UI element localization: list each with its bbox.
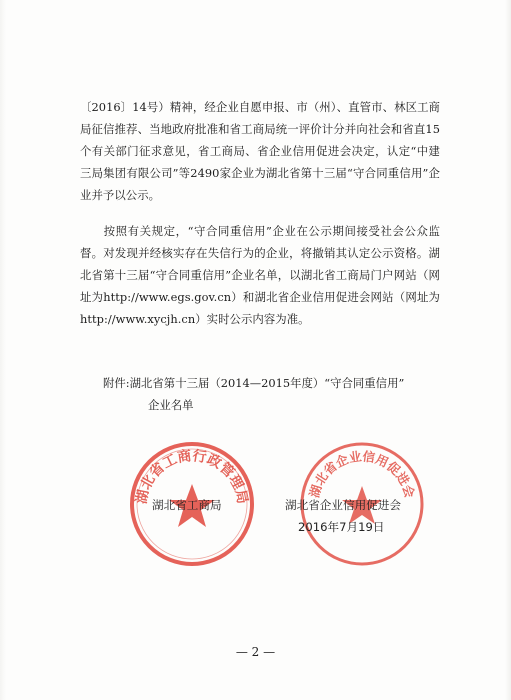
signature-aic: 湖北省工商局 bbox=[152, 498, 222, 512]
seal-2-text: 湖北省企业信用促进会 bbox=[306, 448, 418, 500]
signature-date: 2016年7月19日 bbox=[298, 520, 385, 534]
body-paragraph-1: 〔2016〕14号）精神，经企业自愿申报、市（州）、直管市、林区工商局征信推荐、当地政府批准和省工商局统一评价计分并向社会和省直15个有关部门征求意见，省工商局、省企业信用促进会决定，认定“中建三局集团有限公司”等2490家企业为湖北省第十三届“守合同重信用”企业并予以公示。 bbox=[80, 100, 440, 202]
body-paragraph-2 bbox=[80, 220, 440, 330]
page-number: — 2 — bbox=[235, 645, 276, 659]
body-paragraph-2-text: 按照有关规定，“守合同重信用”企业在公示期间接受社会公众监督。对发现并经核实存在失信行为的企业，将撤销其认定公示资格。湖北省第十三届“守合同重信用”企业名单，以湖北省工商局门户网站（网址为http://www.egs.gov.cn）和湖北省企业信用促进会网站（网址为http://www.xycjh.cn）实时公示内容为准。 bbox=[80, 224, 440, 326]
attachment-note bbox=[103, 372, 448, 416]
attachment-title-line1: 湖北省第十三届（2014—2015年度）“守合同重信用” bbox=[129, 376, 405, 390]
attachment-label: 附件: bbox=[103, 376, 130, 390]
seal-1-text: 湖北省工商行政管理局 bbox=[133, 448, 251, 506]
attachment-title-line2: 企业名单 bbox=[148, 398, 194, 412]
signature-association: 湖北省企业信用促进会 bbox=[285, 498, 401, 512]
